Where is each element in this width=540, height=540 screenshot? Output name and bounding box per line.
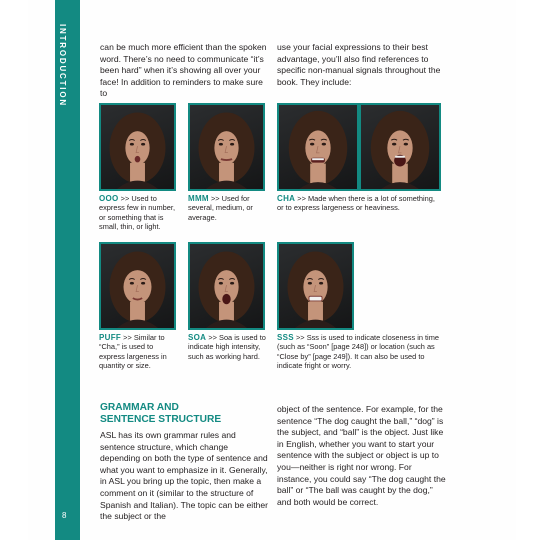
- caption-puff: PUFF >> Similar to “Cha,” is used to express largeness in quantity or size.: [99, 333, 167, 371]
- photo-cha-expression-2: [359, 103, 441, 191]
- term-cha: CHA: [277, 194, 296, 203]
- section-label: INTRODUCTION: [58, 24, 67, 107]
- term-mmm: MMM: [188, 194, 209, 203]
- photo-puff-expression: [99, 242, 176, 330]
- page-number: 8: [62, 511, 67, 520]
- caption-sss: SSS >> Sss is used to indicate closeness in time (such as “Soon” [page 248]) or location (such as “Close by” [page 249]). It can also be used to indicate fright or worry.: [277, 333, 439, 371]
- section-heading-grammar: GRAMMAR AND SENTENCE STRUCTURE: [100, 402, 222, 425]
- intro-left-paragraph: can be much more efficient than the spoken word. There’s no need to communicate “it’s been hard” when it’s showing all over your face! In addition to reminders to make sure to: [100, 42, 267, 99]
- grammar-right-paragraph: object of the sentence. For example, for the sentence “The dog caught the ball,” “dog” is the subject, and “ball” is the object. Just like in English, whether you want to start your sentence with the subject or object is up to you—neither is right nor wrong. For instance, you could say “The dog caught the ball” or “The ball was caught by the dog,” and both would be correct.: [277, 404, 446, 507]
- photo-sss-expression: [277, 242, 354, 330]
- intro-right-paragraph: use your facial expressions to their best advantage, you’ll also find references to specific non-manual signals throughout the book. They include:: [277, 42, 441, 87]
- term-puff: PUFF: [99, 333, 122, 342]
- caption-mmm: MMM >> Used for several, medium, or average.: [188, 194, 253, 222]
- caption-soa: SOA >> Soa is used to indicate high intensity, such as working hard.: [188, 333, 266, 361]
- photo-ooo-expression: [99, 103, 176, 191]
- grammar-left-paragraph: ASL has its own grammar rules and sentence structure, which change depending on both the type of sentence and what you want to emphasize in it. Generally, in ASL you bring up the topic, then make a comment on it (similar to the structure of Spanish and Italian). The topic can be either the subject or the: [100, 430, 269, 522]
- photo-soa-expression: [188, 242, 265, 330]
- caption-cha: CHA >> Made when there is a lot of something, or to express largeness or heaviness.: [277, 194, 435, 213]
- term-ooo: OOO: [99, 194, 119, 203]
- caption-ooo: OOO >> Used to express few in number, or something that is small, thin, or light.: [99, 194, 175, 232]
- photo-mmm-expression: [188, 103, 265, 191]
- term-soa: SOA: [188, 333, 207, 342]
- term-sss: SSS: [277, 333, 294, 342]
- photo-cha-expression-1: [277, 103, 359, 191]
